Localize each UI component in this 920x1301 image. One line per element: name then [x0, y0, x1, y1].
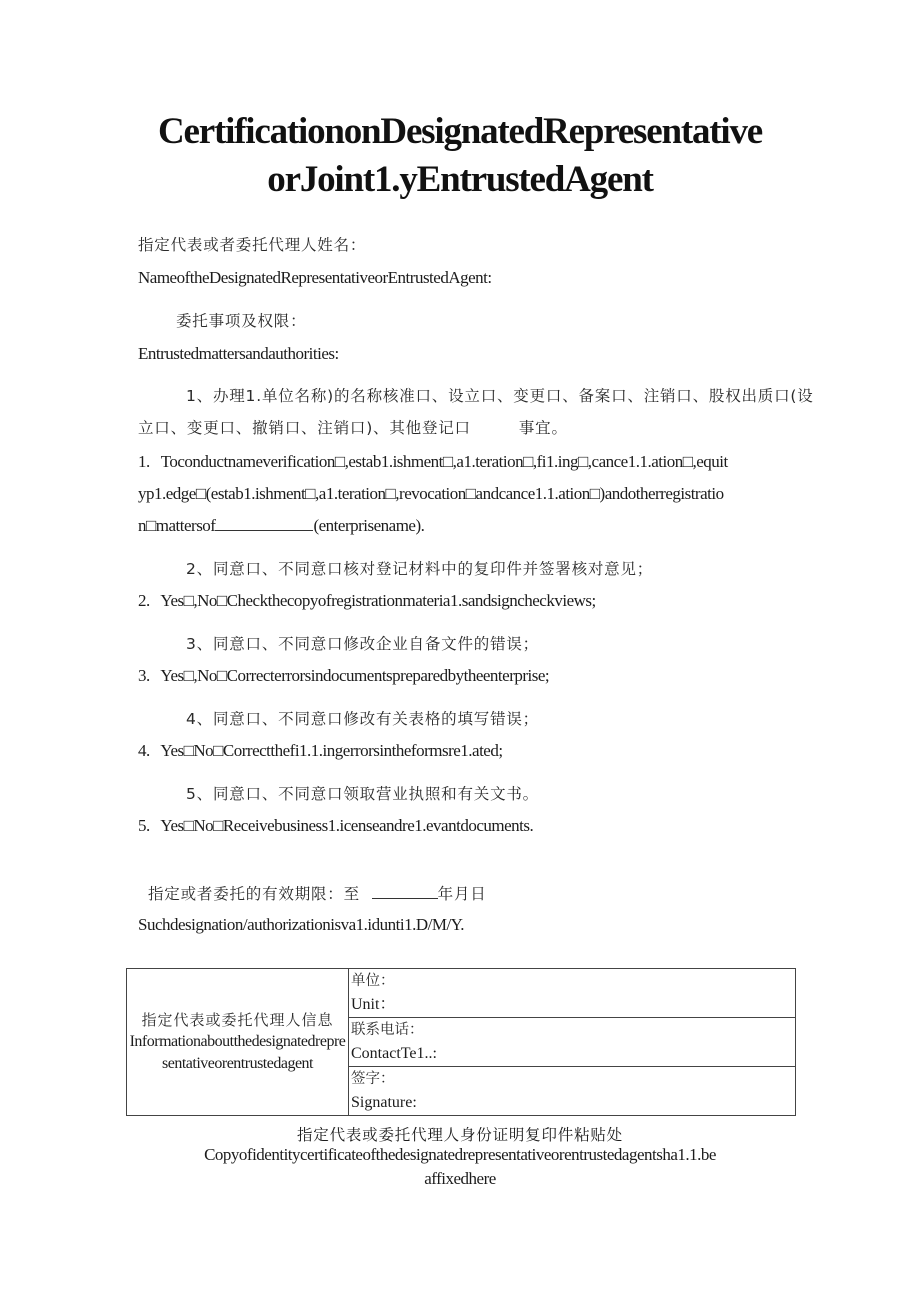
item-1-zh-line2-tail: 事宜。 — [518, 419, 568, 437]
unit-label-en: Unit： — [351, 996, 396, 1013]
item-4-zh: 4、同意口、不同意口修改有关表格的填写错误； — [186, 710, 539, 728]
contact-tel-label-en: ContactTe1..: — [351, 1045, 437, 1062]
item-1-en-line3-post: (enterprisename). — [313, 516, 425, 535]
item-5-en: 5. Yes□No□Receivebusiness1.icenseandre1.evantdocuments. — [138, 816, 534, 835]
item-1-en-line2: yp1.edge□(estab1.ishment□,a1.teration□,revocation□andcance1.1.ation□)andotherregistratio — [138, 484, 724, 503]
table-row — [127, 969, 796, 1018]
agent-info-table — [126, 968, 796, 1116]
validity-zh-pre: 指定或者委托的有效期限：至 — [148, 885, 360, 903]
unit-field[interactable] — [349, 969, 796, 1018]
document-title-line1: CertificationonDesignatedRepresentative — [157, 111, 762, 152]
enterprise-name-blank[interactable] — [215, 529, 313, 531]
matters-label-zh: 委托事项及权限： — [176, 312, 307, 330]
item-1-zh-line2-text: 立口、变更口、撤销口、注销口)、其他登记口 — [138, 419, 471, 437]
item-5-zh: 5、同意口、不同意口领取营业执照和有关文书。 — [186, 785, 539, 803]
name-label-en: NameoftheDesignatedRepresentativeorEntrustedAgent: — [138, 268, 492, 287]
item-1-en-line3-pre: n□mattersof — [138, 516, 216, 535]
id-copy-label-en-line1: Copyofidentitycertificateofthedesignatedrepresentativeorentrustedagentsha1.1.be — [204, 1145, 716, 1164]
validity-zh — [148, 882, 487, 904]
item-1-zh-line1: 1、办理1.单位名称)的名称核准口、设立口、变更口、备案口、注销口、股权出质口(设 — [186, 387, 814, 405]
item-1-en-line3 — [138, 516, 424, 536]
item-3-en: 3. Yes□,No□Correcterrorsindocumentspreparedbytheenterprise; — [138, 666, 550, 685]
item-1-zh-line2 — [138, 416, 568, 438]
signature-field[interactable] — [349, 1067, 796, 1116]
matters-label-en: Entrustedmattersandauthorities: — [138, 344, 339, 363]
name-label-zh: 指定代表或者委托代理人姓名： — [138, 236, 367, 254]
document-title-line2: orJoint1.yEntrustedAgent — [267, 159, 653, 200]
item-4-en: 4. Yes□No□Correctthefi1.1.ingerrorsintheformsre1.ated; — [138, 741, 503, 760]
validity-en: Suchdesignation/authorizationisva1.idunti1.D/M/Y. — [138, 915, 465, 934]
id-copy-label-en-line2: affixedhere — [424, 1169, 496, 1188]
contact-tel-label-zh: 联系电话： — [351, 1022, 424, 1038]
validity-zh-post: 年月日 — [437, 885, 487, 903]
item-1-en-line1: 1. Toconductnameverification□,estab1.ishment□,a1.teration□,fi1.ing□,cance1.1.ation□,equit — [138, 452, 728, 471]
unit-label-zh: 单位： — [351, 973, 395, 989]
signature-label-zh: 签字： — [351, 1071, 395, 1087]
agent-info-header-cell — [127, 969, 349, 1116]
contact-tel-field[interactable] — [349, 1018, 796, 1067]
signature-label-en: Signature: — [351, 1094, 417, 1111]
validity-year-blank[interactable] — [372, 897, 438, 899]
item-2-en: 2. Yes□,No□Checkthecopyofregistrationmateria1.sandsigncheckviews; — [138, 591, 596, 610]
item-3-zh: 3、同意口、不同意口修改企业自备文件的错误； — [186, 635, 539, 653]
agent-info-header-en: Informationaboutthedesignatedrepresentativeorentrustedagent — [129, 1033, 346, 1072]
agent-info-header-zh: 指定代表或委托代理人信息 — [141, 1011, 334, 1029]
item-2-zh: 2、同意口、不同意口核对登记材料中的复印件并签署核对意见； — [186, 560, 654, 578]
id-copy-label-zh: 指定代表或委托代理人身份证明复印件粘贴处 — [296, 1126, 623, 1144]
